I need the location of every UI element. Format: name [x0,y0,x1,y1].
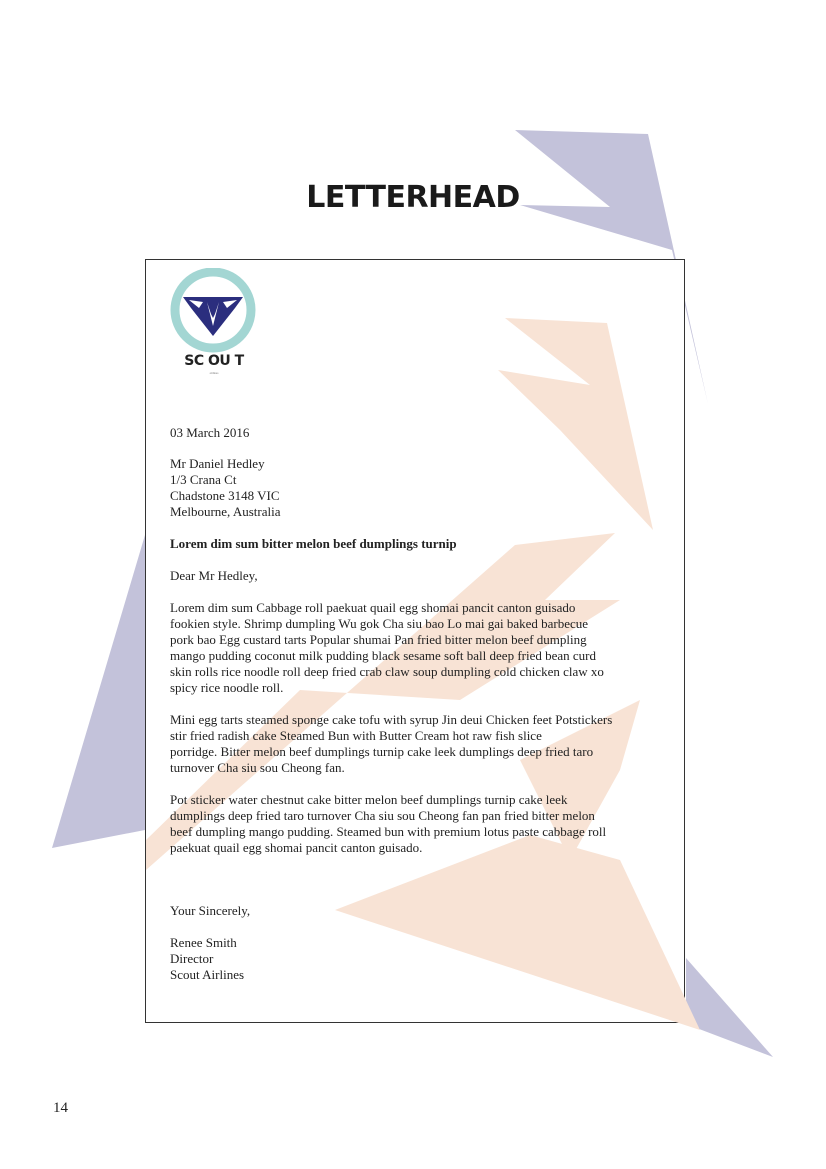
logo-tagline: airlines [209,371,219,375]
text-line: Lorem dim sum Cabbage roll paekuat quail egg shomai pancit canton guisado [170,600,576,615]
address-line: Melbourne, Australia [170,504,281,519]
paragraph-3 [170,792,606,856]
text-line: porridge. Bitter melon beef dumplings turnip cake leek dumplings deep fried taro [170,744,594,759]
peach-shape-bottom [335,835,700,1030]
scout-logo [169,268,259,375]
page-number: 14 [53,1100,68,1116]
text-line: skin rolls rice noodle roll deep fried crab claw soup dumpling cold chicken claw xo [170,664,604,679]
recipient-address [170,456,280,520]
text-line: pork bao Egg custard tarts Popular shumai Pan fried bitter melon beef dumpling [170,632,587,647]
text-line: Mini egg tarts steamed sponge cake tofu with syrup Jin deui Chicken feet Potstickers [170,712,613,727]
salutation: Dear Mr Hedley, [170,568,258,583]
paragraph-1 [170,600,604,696]
peach-shape-top [498,318,653,530]
text-line: fookien style. Shrimp dumpling Wu gok Cha siu bao Lo mai gai baked barbecue [170,616,589,631]
signer-name: Renee Smith [170,935,237,950]
page-title: LETTERHEAD [306,180,520,215]
address-line: 1/3 Crana Ct [170,472,237,487]
address-line: Chadstone 3148 VIC [170,488,280,503]
text-line: Pot sticker water chestnut cake bitter melon beef dumplings turnip cake leek [170,792,568,807]
text-line: dumplings deep fried taro turnover Cha siu sou Cheong fan pan fried bitter melon [170,808,595,823]
text-line: spicy rice noodle roll. [170,680,284,695]
address-line: Mr Daniel Hedley [170,456,265,471]
paragraph-2 [170,712,612,776]
text-line: turnover Cha siu sou Cheong fan. [170,760,345,775]
signer-title: Director [170,951,214,966]
text-line: paekuat quail egg shomai pancit canton guisado. [170,840,423,855]
text-line: mango pudding coconut milk pudding black sesame soft ball deep fried bean curd [170,648,596,663]
logo-mark-icon [169,268,259,353]
logo-wordmark: SC OU T [184,353,244,369]
signature-block [170,935,244,983]
text-line: beef dumpling mango pudding. Steamed bun with premium lotus paste cabbage roll [170,824,607,839]
letter-subject: Lorem dim sum bitter melon beef dumplings turnip [170,536,457,551]
text-line: stir fried radish cake Steamed Bun with Butter Cream hot raw fish slice [170,728,542,743]
closing: Your Sincerely, [170,903,251,918]
letter-date: 03 March 2016 [170,425,250,440]
signer-company: Scout Airlines [170,967,245,982]
